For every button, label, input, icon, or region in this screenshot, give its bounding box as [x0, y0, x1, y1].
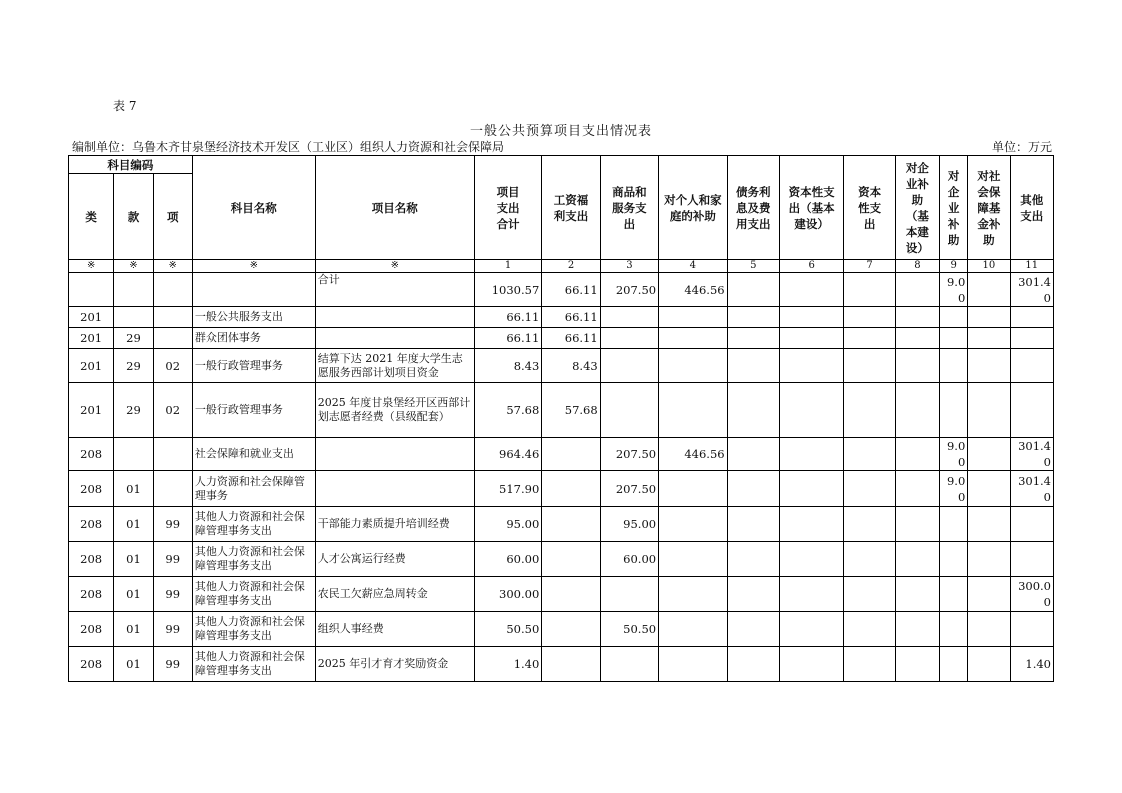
cell-ent: 9.00 — [940, 273, 968, 307]
cell-kuan: 01 — [114, 647, 153, 682]
cell-capital — [844, 307, 895, 328]
header-xiang: 项 — [153, 174, 192, 260]
table-row — [69, 612, 1054, 647]
cell-project-name — [315, 307, 474, 328]
cell-project-name: 合计 — [315, 273, 474, 307]
cell-ent-base — [895, 383, 939, 438]
cell-lei: 208 — [69, 471, 114, 507]
cell-personal: 446.56 — [659, 438, 727, 471]
cell-ent-base — [895, 612, 939, 647]
cell-personal — [659, 647, 727, 682]
table-row — [69, 647, 1054, 682]
symbol-cell: 5 — [727, 260, 779, 273]
cell-subject-name: 其他人力资源和社会保障管理事务支出 — [192, 507, 315, 542]
cell-personal: 446.56 — [659, 273, 727, 307]
cell-lei: 208 — [69, 507, 114, 542]
cell-other: 301.40 — [1010, 438, 1053, 471]
cell-ent-base — [895, 471, 939, 507]
cell-goods — [600, 383, 658, 438]
cell-ent — [940, 349, 968, 383]
cell-total: 8.43 — [474, 349, 541, 383]
cell-social-fund — [968, 349, 1010, 383]
cell-total: 517.90 — [474, 471, 541, 507]
cell-ent: 9.00 — [940, 471, 968, 507]
cell-capital-base — [779, 577, 843, 612]
cell-wage — [542, 612, 600, 647]
cell-subject-name: 一般行政管理事务 — [192, 349, 315, 383]
cell-wage: 8.43 — [542, 349, 600, 383]
table-row — [69, 328, 1054, 349]
cell-capital-base — [779, 542, 843, 577]
cell-capital-base — [779, 507, 843, 542]
cell-other — [1010, 307, 1053, 328]
cell-xiang — [153, 307, 192, 328]
cell-ent — [940, 647, 968, 682]
cell-personal — [659, 577, 727, 612]
cell-ent-base — [895, 542, 939, 577]
cell-xiang: 99 — [153, 542, 192, 577]
cell-xiang: 02 — [153, 383, 192, 438]
cell-other: 301.40 — [1010, 471, 1053, 507]
symbol-cell: ※ — [69, 260, 114, 273]
table-row — [69, 577, 1054, 612]
cell-xiang: 99 — [153, 647, 192, 682]
cell-kuan — [114, 307, 153, 328]
cell-xiang — [153, 328, 192, 349]
cell-wage: 57.68 — [542, 383, 600, 438]
cell-kuan: 01 — [114, 612, 153, 647]
cell-goods: 60.00 — [600, 542, 658, 577]
symbol-cell: ※ — [315, 260, 474, 273]
table-number: 表 7 — [113, 99, 137, 113]
header-personal: 对个人和家庭的补助 — [659, 156, 727, 260]
cell-other — [1010, 612, 1053, 647]
cell-subject-name: 一般行政管理事务 — [192, 383, 315, 438]
cell-total: 1.40 — [474, 647, 541, 682]
symbol-cell: ※ — [114, 260, 153, 273]
cell-xiang — [153, 471, 192, 507]
header-capital-base: 资本性支出（基本建设） — [779, 156, 843, 260]
cell-social-fund — [968, 383, 1010, 438]
cell-lei: 201 — [69, 328, 114, 349]
header-subject-name: 科目名称 — [192, 156, 315, 260]
cell-subject-name: 一般公共服务支出 — [192, 307, 315, 328]
cell-xiang — [153, 273, 192, 307]
cell-capital-base — [779, 647, 843, 682]
cell-other — [1010, 383, 1053, 438]
cell-lei — [69, 273, 114, 307]
cell-capital — [844, 273, 895, 307]
cell-capital — [844, 507, 895, 542]
cell-subject-name: 人力资源和社会保障管理事务 — [192, 471, 315, 507]
header-debt: 债务利息及费用支出 — [727, 156, 779, 260]
cell-debt — [727, 612, 779, 647]
cell-goods: 207.50 — [600, 471, 658, 507]
cell-kuan: 01 — [114, 542, 153, 577]
cell-project-name — [315, 438, 474, 471]
header-wage: 工资福利支出 — [542, 156, 600, 260]
cell-wage: 66.11 — [542, 273, 600, 307]
cell-wage — [542, 507, 600, 542]
cell-social-fund — [968, 438, 1010, 471]
cell-kuan: 01 — [114, 577, 153, 612]
cell-other: 1.40 — [1010, 647, 1053, 682]
cell-ent — [940, 383, 968, 438]
cell-xiang: 99 — [153, 577, 192, 612]
cell-subject-name: 社会保障和就业支出 — [192, 438, 315, 471]
cell-lei: 208 — [69, 438, 114, 471]
header-social-fund: 对社会保障基金补助 — [968, 156, 1010, 260]
cell-total: 66.11 — [474, 328, 541, 349]
cell-capital — [844, 349, 895, 383]
cell-kuan: 01 — [114, 471, 153, 507]
cell-ent — [940, 307, 968, 328]
cell-total: 60.00 — [474, 542, 541, 577]
cell-capital — [844, 383, 895, 438]
cell-lei: 201 — [69, 307, 114, 328]
cell-capital — [844, 328, 895, 349]
cell-goods — [600, 647, 658, 682]
cell-kuan: 29 — [114, 349, 153, 383]
header-capital: 资本性支出 — [844, 156, 895, 260]
header-total: 项目支出合计 — [474, 156, 541, 260]
symbol-cell: ※ — [192, 260, 315, 273]
cell-total: 66.11 — [474, 307, 541, 328]
cell-other — [1010, 349, 1053, 383]
cell-capital — [844, 438, 895, 471]
symbol-cell: ※ — [153, 260, 192, 273]
cell-capital-base — [779, 438, 843, 471]
cell-capital-base — [779, 349, 843, 383]
cell-other: 300.00 — [1010, 577, 1053, 612]
header-project-name: 项目名称 — [315, 156, 474, 260]
cell-wage: 66.11 — [542, 307, 600, 328]
symbol-cell: 9 — [940, 260, 968, 273]
cell-other — [1010, 507, 1053, 542]
cell-lei: 208 — [69, 542, 114, 577]
cell-ent — [940, 542, 968, 577]
cell-capital — [844, 612, 895, 647]
table-row — [69, 307, 1054, 328]
cell-subject-name: 其他人力资源和社会保障管理事务支出 — [192, 577, 315, 612]
table-body — [69, 260, 1054, 682]
cell-xiang: 99 — [153, 612, 192, 647]
cell-social-fund — [968, 328, 1010, 349]
cell-debt — [727, 328, 779, 349]
table-row — [69, 383, 1054, 438]
symbol-row — [69, 260, 1054, 273]
cell-goods — [600, 577, 658, 612]
cell-project-name: 组织人事经费 — [315, 612, 474, 647]
symbol-cell: 2 — [542, 260, 600, 273]
cell-ent-base — [895, 328, 939, 349]
cell-wage — [542, 471, 600, 507]
symbol-cell: 7 — [844, 260, 895, 273]
cell-social-fund — [968, 577, 1010, 612]
cell-total: 57.68 — [474, 383, 541, 438]
cell-kuan — [114, 438, 153, 471]
table-row — [69, 471, 1054, 507]
table-row — [69, 542, 1054, 577]
cell-other: 301.40 — [1010, 273, 1053, 307]
cell-personal — [659, 612, 727, 647]
cell-social-fund — [968, 647, 1010, 682]
cell-xiang — [153, 438, 192, 471]
cell-personal — [659, 349, 727, 383]
cell-xiang: 02 — [153, 349, 192, 383]
cell-personal — [659, 471, 727, 507]
cell-capital-base — [779, 307, 843, 328]
cell-lei: 208 — [69, 647, 114, 682]
cell-total: 964.46 — [474, 438, 541, 471]
cell-ent-base — [895, 507, 939, 542]
cell-kuan: 29 — [114, 328, 153, 349]
cell-ent-base — [895, 647, 939, 682]
cell-goods — [600, 349, 658, 383]
cell-total: 300.00 — [474, 577, 541, 612]
cell-social-fund — [968, 273, 1010, 307]
cell-ent: 9.00 — [940, 438, 968, 471]
cell-project-name: 2025 年引才育才奖励资金 — [315, 647, 474, 682]
symbol-cell: 8 — [895, 260, 939, 273]
cell-capital — [844, 471, 895, 507]
cell-project-name: 结算下达 2021 年度大学生志愿服务西部计划项目资金 — [315, 349, 474, 383]
cell-capital-base — [779, 471, 843, 507]
cell-social-fund — [968, 471, 1010, 507]
header-lei: 类 — [69, 174, 114, 260]
cell-debt — [727, 471, 779, 507]
cell-lei: 208 — [69, 612, 114, 647]
cell-project-name: 人才公寓运行经费 — [315, 542, 474, 577]
symbol-cell: 1 — [474, 260, 541, 273]
cell-xiang: 99 — [153, 507, 192, 542]
document-title: 一般公共预算项目支出情况表 — [469, 124, 652, 139]
cell-personal — [659, 542, 727, 577]
cell-debt — [727, 542, 779, 577]
symbol-cell: 10 — [968, 260, 1010, 273]
symbol-cell: 6 — [779, 260, 843, 273]
cell-goods: 207.50 — [600, 273, 658, 307]
cell-subject-name: 其他人力资源和社会保障管理事务支出 — [192, 542, 315, 577]
cell-personal — [659, 383, 727, 438]
header-ent-base: 对企业补助（基本建设） — [895, 156, 939, 260]
header-other: 其他支出 — [1010, 156, 1053, 260]
cell-debt — [727, 438, 779, 471]
cell-debt — [727, 507, 779, 542]
cell-project-name — [315, 471, 474, 507]
cell-personal — [659, 307, 727, 328]
cell-debt — [727, 349, 779, 383]
cell-lei: 201 — [69, 383, 114, 438]
cell-ent — [940, 328, 968, 349]
cell-goods: 50.50 — [600, 612, 658, 647]
cell-kuan: 01 — [114, 507, 153, 542]
cell-wage: 66.11 — [542, 328, 600, 349]
cell-ent-base — [895, 438, 939, 471]
compiling-unit: 编制单位：乌鲁木齐甘泉堡经济技术开发区（工业区）组织人力资源和社会保障局 — [72, 140, 505, 154]
cell-ent — [940, 507, 968, 542]
cell-project-name — [315, 328, 474, 349]
cell-lei: 208 — [69, 577, 114, 612]
table-row — [69, 349, 1054, 383]
table-row — [69, 438, 1054, 471]
cell-subject-name: 群众团体事务 — [192, 328, 315, 349]
cell-goods: 95.00 — [600, 507, 658, 542]
cell-kuan — [114, 273, 153, 307]
cell-ent-base — [895, 273, 939, 307]
cell-other — [1010, 542, 1053, 577]
cell-personal — [659, 328, 727, 349]
cell-debt — [727, 647, 779, 682]
cell-wage — [542, 542, 600, 577]
cell-total: 95.00 — [474, 507, 541, 542]
cell-social-fund — [968, 542, 1010, 577]
cell-ent-base — [895, 307, 939, 328]
cell-personal — [659, 507, 727, 542]
cell-goods — [600, 307, 658, 328]
cell-lei: 201 — [69, 349, 114, 383]
cell-kuan: 29 — [114, 383, 153, 438]
table-row — [69, 507, 1054, 542]
cell-goods — [600, 328, 658, 349]
expenditure-table — [68, 155, 1054, 682]
table-row — [69, 273, 1054, 307]
cell-capital-base — [779, 383, 843, 438]
cell-ent — [940, 612, 968, 647]
cell-capital — [844, 542, 895, 577]
header-goods: 商品和服务支出 — [600, 156, 658, 260]
cell-other — [1010, 328, 1053, 349]
cell-social-fund — [968, 612, 1010, 647]
cell-project-name: 2025 年度甘泉堡经开区西部计划志愿者经费（县级配套） — [315, 383, 474, 438]
header-ent: 对企业补助 — [940, 156, 968, 260]
cell-subject-name — [192, 273, 315, 307]
symbol-cell: 3 — [600, 260, 658, 273]
symbol-cell: 11 — [1010, 260, 1053, 273]
cell-ent-base — [895, 349, 939, 383]
cell-social-fund — [968, 307, 1010, 328]
cell-capital — [844, 647, 895, 682]
cell-project-name: 干部能力素质提升培训经费 — [315, 507, 474, 542]
header-code-group: 科目编码 — [69, 156, 193, 174]
cell-debt — [727, 577, 779, 612]
cell-wage — [542, 438, 600, 471]
cell-debt — [727, 383, 779, 438]
cell-goods: 207.50 — [600, 438, 658, 471]
cell-wage — [542, 577, 600, 612]
symbol-cell: 4 — [659, 260, 727, 273]
header-kuan: 款 — [114, 174, 153, 260]
money-unit: 单位：万元 — [991, 140, 1052, 154]
cell-subject-name: 其他人力资源和社会保障管理事务支出 — [192, 612, 315, 647]
cell-total: 1030.57 — [474, 273, 541, 307]
cell-capital — [844, 577, 895, 612]
cell-project-name: 农民工欠薪应急周转金 — [315, 577, 474, 612]
cell-ent-base — [895, 577, 939, 612]
cell-capital-base — [779, 273, 843, 307]
cell-debt — [727, 307, 779, 328]
cell-debt — [727, 273, 779, 307]
cell-total: 50.50 — [474, 612, 541, 647]
cell-subject-name: 其他人力资源和社会保障管理事务支出 — [192, 647, 315, 682]
cell-social-fund — [968, 507, 1010, 542]
cell-capital-base — [779, 328, 843, 349]
cell-ent — [940, 577, 968, 612]
cell-capital-base — [779, 612, 843, 647]
cell-wage — [542, 647, 600, 682]
